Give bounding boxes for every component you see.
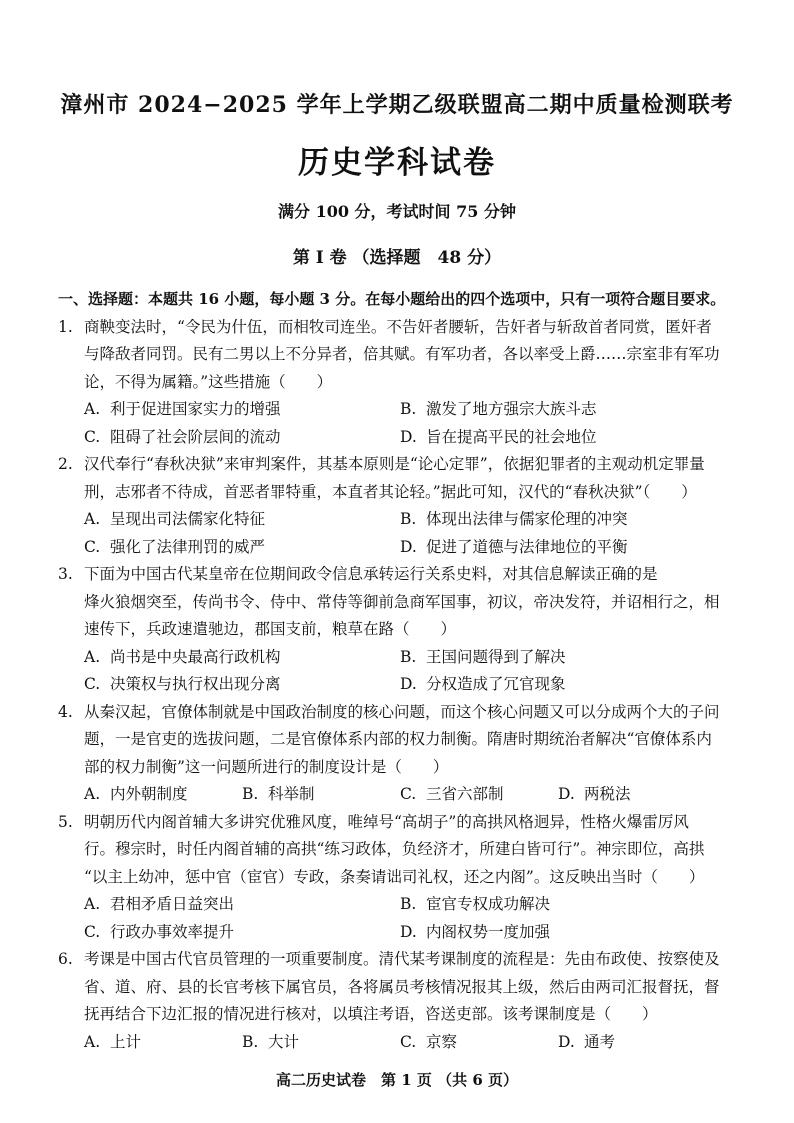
option-row <box>84 424 742 452</box>
question-number: 1. <box>58 317 73 336</box>
option-letter: C. <box>84 537 101 556</box>
option-group <box>58 781 742 809</box>
option-letter: D. <box>558 1032 575 1051</box>
option-letter: B. <box>400 895 417 913</box>
question-number: 5. <box>58 812 73 831</box>
score-info: 满分 100 分，考试时间 75 分钟 <box>278 202 516 221</box>
option-a <box>84 506 400 534</box>
question-5 <box>58 809 742 947</box>
option-row <box>84 534 742 562</box>
option-group <box>58 396 742 451</box>
option-letter: A. <box>84 785 101 803</box>
option-letter: C. <box>400 1032 417 1051</box>
option-c <box>84 534 400 562</box>
option-b <box>242 781 400 809</box>
option-letter: D. <box>400 922 417 941</box>
option-text: 上计 <box>110 1032 142 1051</box>
option-text: 促进了道德与法律地位的平衡 <box>426 537 628 556</box>
option-row <box>84 396 742 424</box>
option-letter: B. <box>400 510 417 528</box>
option-b <box>242 1029 400 1057</box>
question-text-line: 汉代奉行“春秋决狱”来审判案件，其基本原则是“论心定罪”，依据犯罪者的主观动机定罪量 <box>84 455 705 473</box>
option-text: 尚书是中央最高行政机构 <box>110 647 281 666</box>
option-letter: D. <box>400 675 417 693</box>
option-letter: B. <box>242 1032 259 1051</box>
option-row <box>84 781 742 809</box>
option-d <box>400 534 716 562</box>
option-text: 宦官专权成功解决 <box>426 895 551 913</box>
question-6 <box>58 946 742 1056</box>
question-number: 4. <box>58 702 73 721</box>
option-letter: A. <box>84 647 101 666</box>
option-text: 内阁权势一度加强 <box>426 922 551 941</box>
question-text-line: 行。穆宗时，时任内阁首辅的高拱“练习政体，负经济才，所建白皆可行”。神宗即位，高拱 <box>84 840 705 858</box>
option-d <box>400 671 716 699</box>
question-text-line: 从秦汉起，官僚体制就是中国政治制度的核心问题，而这个核心问题又可以分成两个大的子问 <box>84 702 720 721</box>
option-b <box>400 506 716 534</box>
option-group <box>58 1029 742 1057</box>
question-number: 3. <box>58 565 73 583</box>
option-letter: D. <box>400 537 417 556</box>
option-c <box>84 424 400 452</box>
option-letter: D. <box>558 785 575 803</box>
option-letter: C. <box>400 785 417 803</box>
option-b <box>400 891 716 919</box>
option-text: 内外朝制度 <box>110 785 188 803</box>
question-number: 6. <box>58 950 73 968</box>
option-text: 决策权与执行权出现分离 <box>110 675 281 693</box>
question-stem <box>58 946 742 1029</box>
option-text: 体现出法律与儒家伦理的冲突 <box>426 510 628 528</box>
option-row <box>84 919 742 947</box>
option-a <box>84 396 400 424</box>
question-text-line: 与降敌者同罚。民有二男以上不分异者，倍其赋。有军功者，各以率受上爵……宗室非有军功 <box>84 345 720 363</box>
section-title: 第 I 卷 （选择题 48 分） <box>292 248 502 268</box>
option-text: 京察 <box>426 1032 458 1051</box>
option-group <box>58 891 742 946</box>
option-letter: A. <box>84 895 101 913</box>
option-d <box>400 919 716 947</box>
option-a <box>84 781 242 809</box>
option-c <box>84 919 400 947</box>
option-text: 激发了地方强宗大族斗志 <box>426 400 597 418</box>
option-letter: C. <box>84 427 101 446</box>
question-4 <box>58 699 742 809</box>
option-row <box>84 506 742 534</box>
question-stem <box>58 809 742 892</box>
option-text: 呈现出司法儒家化特征 <box>110 510 266 528</box>
option-group <box>58 506 742 561</box>
question-text-line: 明朝历代内阁首辅大多讲究优雅风度，唯绰号“高胡子”的高拱风格迥异，性格火爆雷厉风 <box>84 812 689 831</box>
question-stem <box>58 561 742 644</box>
option-text: 利于促进国家实力的增强 <box>110 400 281 418</box>
option-a <box>84 1029 242 1057</box>
question-text-line: 速传下，兵政速遣驰边，郡国支前，粮草在路（ ） <box>84 620 457 638</box>
question-text-line: 抚再结合下边汇报的情况进行核对，以填注考语，咨送吏部。该考课制度是（ ） <box>84 1005 658 1023</box>
question-stem <box>58 314 742 397</box>
questions-container <box>58 314 742 1057</box>
option-text: 阻碍了社会阶层间的流动 <box>110 427 281 446</box>
option-text: 君相矛盾日益突出 <box>110 895 235 913</box>
instructions: 一、选择题：本题共 16 小题，每小题 3 分。在每小题给出的四个选项中，只有一项符合题目要求。 <box>58 290 726 308</box>
question-text-line: 下面为中国古代某皇帝在位期间政令信息承转运行关系史料，对其信息解读正确的是 <box>84 565 658 583</box>
option-group <box>58 644 742 699</box>
option-letter: A. <box>84 510 101 528</box>
option-text: 王国问题得到了解决 <box>426 647 566 666</box>
option-c <box>400 781 558 809</box>
option-letter: B. <box>400 400 417 418</box>
question-text-line: 部的权力制衡”这一问题所进行的制度设计是（ ） <box>84 757 449 776</box>
option-d <box>558 781 716 809</box>
question-text-line: “以主上幼冲，惩中官（宦官）专政，条奏请诎司礼权，还之内阁”。这反映出当时（ ） <box>84 867 705 886</box>
question-text-line: 论，不得为属籍。”这些措施（ ） <box>84 372 333 391</box>
question-2 <box>58 451 742 561</box>
question-text-line: 烽火狼烟突至，传尚书令、侍中、常侍等御前急商军国事，初议，帝决发符，并诏相行之，相 <box>84 592 720 611</box>
option-text: 行政办事效率提升 <box>110 922 235 941</box>
paper-title: 历史学科试卷 <box>298 145 496 181</box>
question-text-line: 刑，志邪者不待成，首恶者罪特重，本直者其论轻。”据此可知，汉代的“春秋决狱”（ ） <box>84 482 697 501</box>
option-text: 大计 <box>268 1032 300 1051</box>
page-footer: 高二历史试卷 第 1 页 （共 6 页） <box>276 1071 518 1089</box>
question-number: 2. <box>58 455 73 473</box>
question-text-line: 题，一是官吏的选拔问题，二是官僚体系内部的权力制衡。隋唐时期统治者解决“官僚体系内 <box>84 730 712 748</box>
option-text: 分权造成了冗官现象 <box>426 675 566 693</box>
question-1 <box>58 314 742 452</box>
option-text: 强化了法律刑罚的威严 <box>110 537 266 556</box>
option-c <box>400 1029 558 1057</box>
option-a <box>84 644 400 672</box>
option-row <box>84 644 742 672</box>
question-text-line: 商鞅变法时，“令民为什伍，而相牧司连坐。不告奸者腰斩，告奸者与斩敌首者同赏，匿奸者 <box>84 317 712 336</box>
option-letter: D. <box>400 427 417 446</box>
option-d <box>400 424 716 452</box>
question-stem <box>58 699 742 782</box>
option-letter: A. <box>84 1032 101 1051</box>
option-text: 通考 <box>584 1032 616 1051</box>
option-letter: B. <box>242 785 259 803</box>
option-letter: A. <box>84 400 101 418</box>
question-stem <box>58 451 742 506</box>
option-text: 两税法 <box>584 785 631 803</box>
option-letter: B. <box>400 647 417 666</box>
option-c <box>84 671 400 699</box>
option-b <box>400 396 716 424</box>
option-letter: C. <box>84 922 101 941</box>
option-row <box>84 891 742 919</box>
option-a <box>84 891 400 919</box>
question-text-line: 考课是中国古代官员管理的一项重要制度。清代某考课制度的流程是：先由布政使、按察使及 <box>84 950 720 968</box>
option-text: 科举制 <box>268 785 315 803</box>
question-list <box>58 286 742 1056</box>
school-title: 漳州市 2024−2025 学年上学期乙级联盟高二期中质量检测联考 <box>60 92 734 118</box>
option-text: 旨在提高平民的社会地位 <box>426 427 597 446</box>
option-row <box>84 1029 742 1057</box>
option-d <box>558 1029 716 1057</box>
question-3 <box>58 561 742 699</box>
option-row <box>84 671 742 699</box>
option-text: 三省六部制 <box>426 785 504 803</box>
option-b <box>400 644 716 672</box>
question-text-line: 省、道、府、县的长官考核下属官员，各将属员考核情况报其上级，然后由两司汇报督抚，督 <box>84 977 720 996</box>
option-letter: C. <box>84 675 101 693</box>
